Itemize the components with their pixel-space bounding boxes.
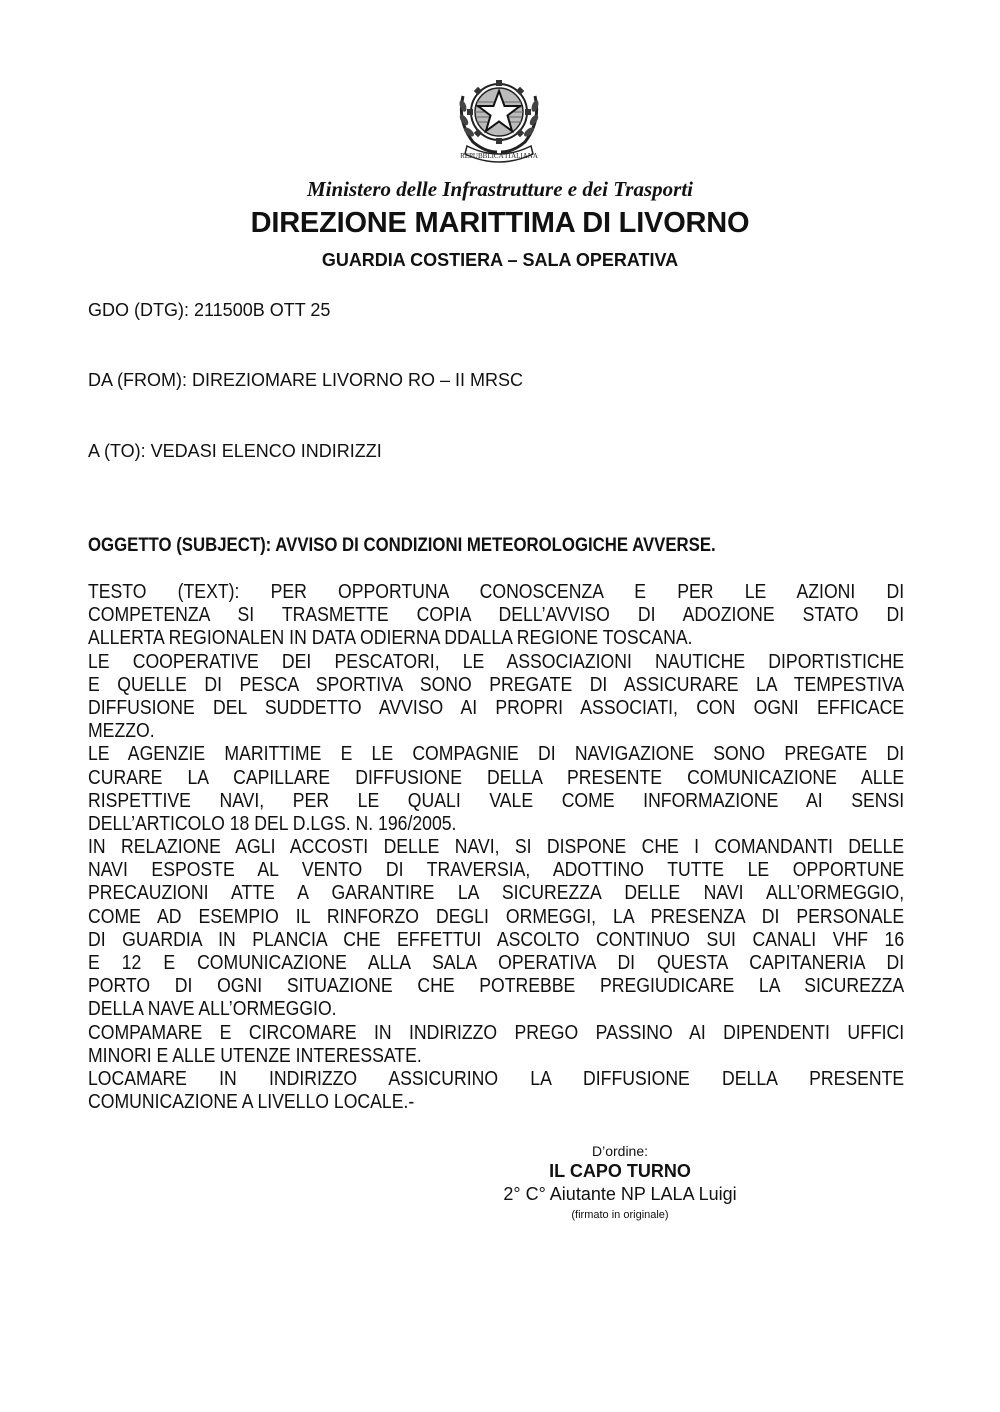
body-line: NAVI ESPOSTE AL VENTO DI TRAVERSIA, ADOTTINO TUTTE LE OPPORTUNE bbox=[88, 858, 905, 882]
body-line: MINORI E ALLE UTENZE INTERESSATE. bbox=[88, 1043, 422, 1067]
body-line: LE COOPERATIVE DEI PESCATORI, LE ASSOCIAZIONI NAUTICHE DIPORTISTICHE bbox=[88, 649, 905, 673]
signature-order: D’ordine: bbox=[591, 1143, 649, 1159]
body-line: MEZZO. bbox=[88, 719, 155, 743]
body-line: LE AGENZIE MARITTIME E LE COMPAGNIE DI NAVIGAZIONE SONO PREGATE DI bbox=[88, 742, 905, 766]
body-line: COME AD ESEMPIO IL RINFORZO DEGLI ORMEGGI, LA PRESENZA DI PERSONALE bbox=[88, 904, 905, 928]
italian-republic-emblem-icon bbox=[449, 66, 549, 166]
body-line: RISPETTIVE NAVI, PER LE QUALI VALE COME INFORMAZIONE AI SENSI bbox=[88, 788, 905, 812]
body-line: CURARE LA CAPILLARE DIFFUSIONE DELLA PRESENTE COMUNICAZIONE ALLE bbox=[88, 765, 905, 789]
body-line: DIFFUSIONE DEL SUDDETTO AVVISO AI PROPRI ASSOCIATI, CON OGNI EFFICACE bbox=[88, 695, 905, 719]
message-body bbox=[88, 580, 904, 1113]
body-line: COMUNICAZIONE A LIVELLO LOCALE.- bbox=[88, 1090, 415, 1114]
body-line: PRECAUZIONI ATTE A GARANTIRE LA SICUREZZA DELLE NAVI ALL’ORMEGGIO, bbox=[88, 881, 905, 905]
ministry-name: Ministero delle Infrastrutture e dei Trasporti bbox=[306, 177, 693, 201]
to-field: A (TO): VEDASI ELENCO INDIRIZZI bbox=[88, 441, 382, 461]
body-line: DI GUARDIA IN PLANCIA CHE EFFETTUI ASCOLTO CONTINUO SUI CANALI VHF 16 bbox=[88, 927, 905, 951]
office-title: DIREZIONE MARITTIMA DI LIVORNO bbox=[250, 207, 750, 239]
subject-text: OGGETTO (SUBJECT): AVVISO DI CONDIZIONI METEOROLOGICHE AVVERSE. bbox=[88, 534, 716, 556]
body-line: DELL’ARTICOLO 18 DEL D.LGS. N. 196/2005. bbox=[88, 811, 457, 835]
body-line: LOCAMARE IN INDIRIZZO ASSICURINO LA DIFFUSIONE DELLA PRESENTE bbox=[88, 1066, 905, 1090]
department-subtitle: GUARDIA COSTIERA – SALA OPERATIVA bbox=[321, 250, 679, 270]
body-line: IN RELAZIONE AGLI ACCOSTI DELLE NAVI, SI DISPONE CHE I COMANDANTI DELLE bbox=[88, 835, 905, 859]
from-field: DA (FROM): DIREZIOMARE LIVORNO RO – II MRSC bbox=[88, 370, 524, 390]
body-line: PORTO DI OGNI SITUAZIONE CHE POTREBBE PREGIUDICARE LA SICUREZZA bbox=[88, 974, 905, 998]
body-line: COMPAMARE E CIRCOMARE IN INDIRIZZO PREGO PASSINO AI DIPENDENTI UFFICI bbox=[88, 1020, 905, 1044]
body-line: DELLA NAVE ALL’ORMEGGIO. bbox=[88, 997, 337, 1021]
body-line: E QUELLE DI PESCA SPORTIVA SONO PREGATE DI ASSICURARE LA TEMPESTIVA bbox=[88, 672, 905, 696]
gdo-field: GDO (DTG): 211500B OTT 25 bbox=[88, 300, 331, 320]
signature-note: (firmato in originale) bbox=[571, 1209, 669, 1221]
signature-title: IL CAPO TURNO bbox=[549, 1161, 691, 1181]
signature-name: 2° C° Aiutante NP LALA Luigi bbox=[503, 1184, 737, 1204]
emblem-ribbon-text: REPUBBLICA ITALIANA bbox=[460, 152, 538, 160]
body-line: ALLERTA REGIONALEN IN DATA ODIERNA DDALLA REGIONE TOSCANA. bbox=[88, 626, 693, 650]
body-line: TESTO (TEXT): PER OPPORTUNA CONOSCENZA E PER LE AZIONI DI bbox=[88, 580, 905, 603]
subject-line bbox=[88, 534, 904, 558]
body-line: E 12 E COMUNICAZIONE ALLA SALA OPERATIVA DI QUESTA CAPITANERIA DI bbox=[88, 951, 905, 974]
body-line: COMPETENZA SI TRASMETTE COPIA DELL’AVVISO DI ADOZIONE STATO DI bbox=[88, 603, 905, 627]
